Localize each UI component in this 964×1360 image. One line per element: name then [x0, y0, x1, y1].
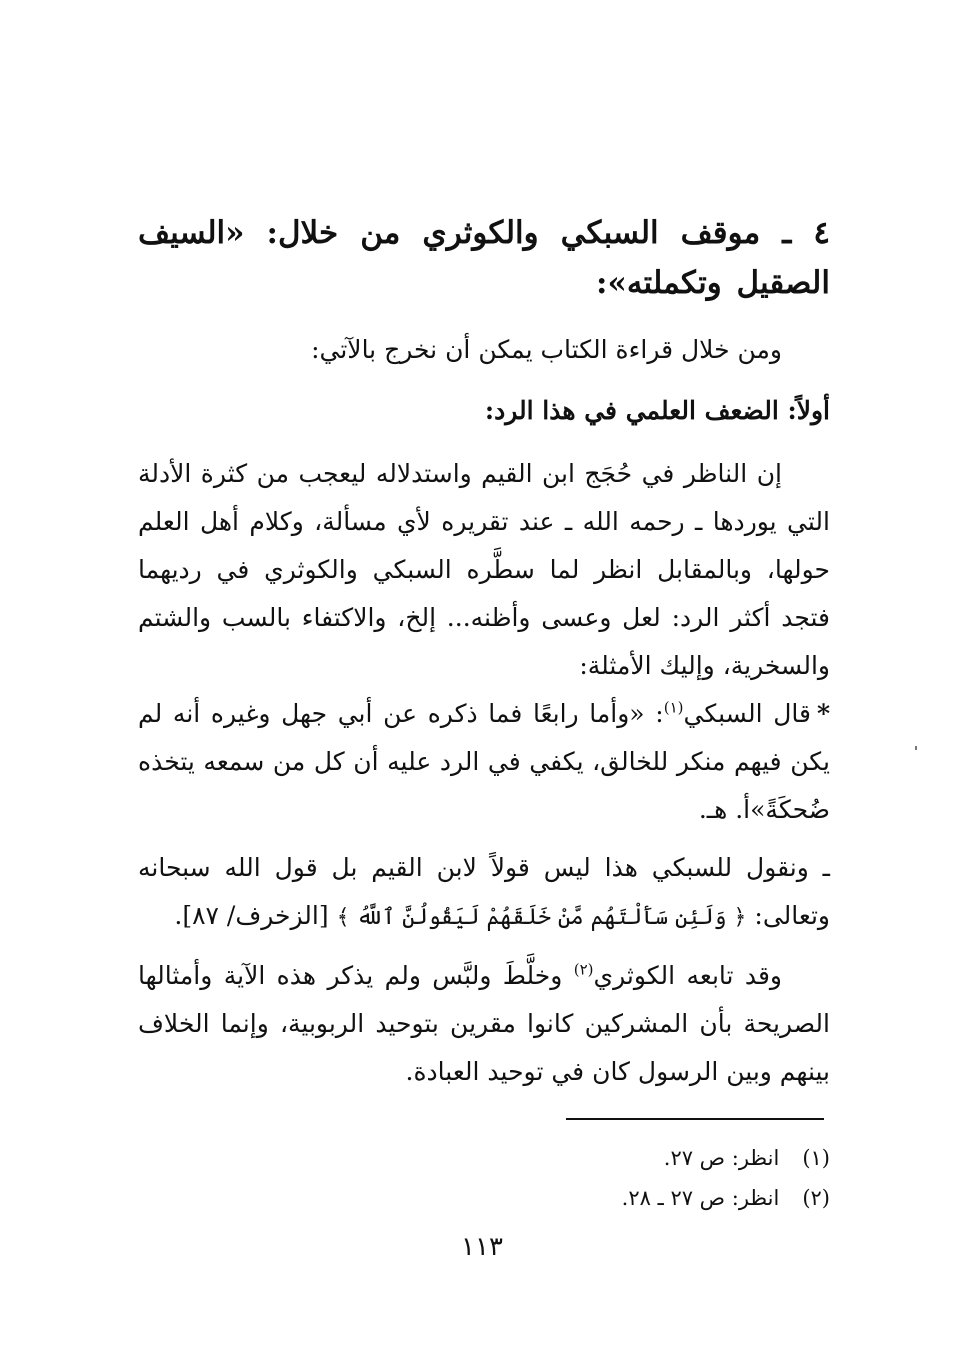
- section-heading-text: ٤ ـ موقف السبكي والكوثري من خلال: «السيف الصقيل وتكملته»:: [138, 215, 830, 301]
- paragraph-4: [138, 952, 830, 1096]
- footnote-item: [420, 1138, 830, 1178]
- paragraph-2: [138, 690, 830, 834]
- paragraph-4-rest: وخلَّطَ ولبَّس ولم يذكر هذه الآية وأمثالها الصريحة بأن المشركين كانوا مقرين بتوحيد الربوبية، وإنما الخلاف بينهم وبين الرسول كان في توحيد العبادة.: [138, 961, 830, 1086]
- margin-mark: [915, 746, 917, 750]
- footnote-number: (٢): [802, 1186, 830, 1210]
- sub-heading: [138, 389, 830, 433]
- paragraph-1: [138, 450, 830, 690]
- section-heading: [138, 208, 830, 308]
- paragraph-1-text: إن الناظر في حُجَج ابن القيم واستدلاله ليعجب من كثرة الأدلة التي يوردها ـ رحمه الله ـ عند تقريره لأي مسألة، وكلام أهل العلم حولها، وبالمقابل انظر لما سطَّره السبكي والكوثري في رديهما فتجد أكثر الرد: لعل وعسى وأظنه... إلخ، والاكتفاء بالسب والشتم والسخرية، وإليك الأمثلة:: [138, 459, 830, 680]
- paragraph-2-lead: قال السبكي: [683, 699, 811, 728]
- footnote-ref-1: (١): [663, 698, 684, 717]
- paragraph-2-quote: : «وأما رابعًا فما ذكره عن أبي جهل وغيره أنه لم يكن فيهم منكر للخالق، يكفي في الرد عليه أن كل من سمعه يتخذه ضُحكَةً»أ. هـ.: [138, 699, 830, 824]
- paragraph-3: [138, 844, 830, 942]
- quran-verse: ﴿ وَلَئِن سَأَلْتَهُم مَّنْ خَلَقَهُمْ لَيَقُولُنَّ ٱللَّهُ ﴾: [336, 905, 747, 930]
- footnote-text: انظر: ص ٢٧ ـ ٢٨.: [621, 1186, 780, 1210]
- footnote-item: [420, 1178, 830, 1218]
- verse-reference: [الزخرف/ ٨٧].: [174, 901, 329, 930]
- asterisk-marker: *: [816, 699, 831, 728]
- intro-text: ومن خلال قراءة الكتاب يمكن أن نخرج بالآتي:: [311, 335, 782, 364]
- footnote-divider: [566, 1118, 824, 1120]
- sub-heading-text: أولاً: الضعف العلمي في هذا الرد:: [484, 396, 830, 425]
- footnote-ref-2: (٢): [573, 960, 594, 979]
- intro-paragraph: [138, 326, 830, 374]
- page-number: ١١٣: [461, 1232, 503, 1262]
- footnote-number: (١): [802, 1146, 830, 1170]
- footnotes: [420, 1138, 830, 1218]
- paragraph-3-lead: ـ ونقول للسبكي هذا ليس قولاً لابن القيم بل قول الله سبحانه وتعالى:: [138, 853, 830, 930]
- footnote-text: انظر: ص ٢٧.: [663, 1146, 780, 1170]
- paragraph-4-lead: وقد تابعه الكوثري: [593, 961, 783, 990]
